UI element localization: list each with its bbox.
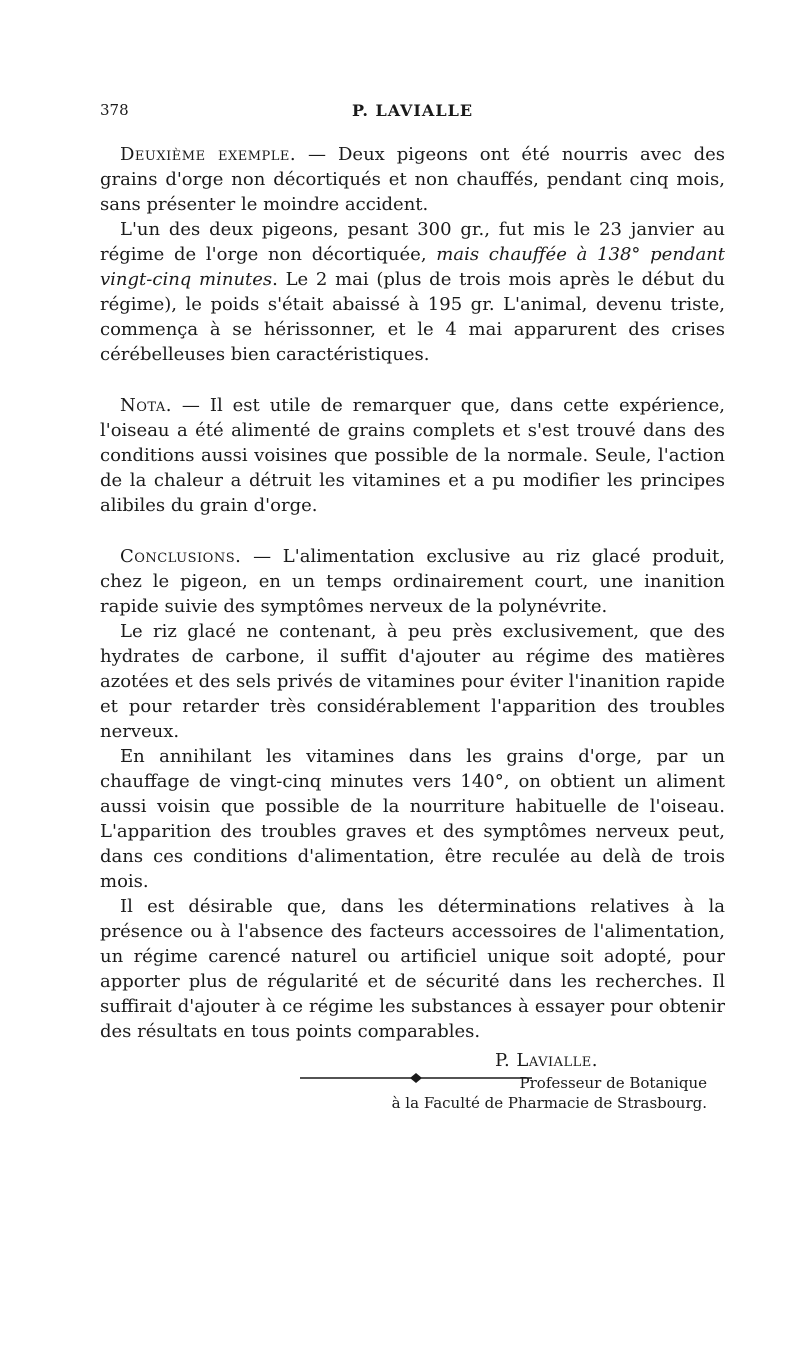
page-number: 378 xyxy=(100,101,129,119)
paragraph-text: . Le 2 mai (plus de trois mois après le début du régime), le poids s'était abaissé à 195 gr. L'animal, devenu triste, commença à se hérissonner, et le 4 mai apparurent des crises cérébelleuses bien caractéristiques. xyxy=(100,269,725,365)
paragraph-text: L'un des deux pigeons, pesant 300 gr., fut mis le 23 janvier au régime de l'orge non décortiquée, xyxy=(100,219,725,265)
italic-emphasis: mais chauffée à 138° pendant vingt-cinq minutes xyxy=(100,244,726,290)
section-heading-conclusions: Conclusions. xyxy=(120,546,242,567)
paragraph-experiment-detail xyxy=(100,217,725,367)
paragraph-conclusions xyxy=(100,544,725,619)
paragraph-desirable: Il est désirable que, dans les déterminations relatives à la présence ou à l'absence des facteurs accessoires de l'alimentation, un régime carencé naturel ou artificiel unique soit adopté, pour apporter plus de régularité et de sécurité dans les recherches. Il suffirait d'ajouter à ce régime les substances à essayer pour obtenir des résultats en tous points comparables. xyxy=(100,896,725,1042)
paragraph-annihilant: En annihilant les vitamines dans les grains d'orge, par un chauffage de vingt-cinq minutes vers 140°, on obtient un aliment aussi voisin que possible de la nourriture habituelle de l'oiseau. L'apparition des troubles graves et des symptômes nerveux peut, dans ces conditions d'alimentation, être reculée au delà de trois mois. xyxy=(100,746,725,892)
ornament-diamond xyxy=(410,1073,422,1083)
paragraph-nota xyxy=(100,393,725,518)
page-header xyxy=(100,101,725,125)
paragraph-text: — L'alimentation exclusive au riz glacé produit, chez le pigeon, en un temps ordinairement court, une inanition rapide suivie des symptômes nerveux de la polynévrite. xyxy=(100,546,725,617)
running-head: P. LAVIALLE xyxy=(351,101,474,120)
paragraph-text: — Deux pigeons ont été nourris avec des grains d'orge non décortiqués et non chauffés, pendant cinq mois, sans présenter le moindre accident. xyxy=(100,144,725,215)
paragraph-deuxieme-exemple xyxy=(100,142,725,217)
paragraph-riz-glace: Le riz glacé ne contenant, à peu près exclusivement, que des hydrates de carbone, il suffit d'ajouter au régime des matières azotées et des sels privés de vitamines pour éviter l'inanition rapide et pour retarder très considérablement l'apparition des troubles nerveux. xyxy=(100,621,725,742)
end-ornament xyxy=(300,1072,532,1084)
section-heading-nota: Nota. xyxy=(120,395,172,416)
paragraph-text: — Il est utile de remarquer que, dans cette expérience, l'oiseau a été alimenté de grains complets et s'est trouvé dans des conditions aussi voisines que possible de la normale. Seule, l'action de la chaleur a détruit les vitamines et a pu modifier les principes alibiles du grain d'orge. xyxy=(100,395,725,516)
article-body xyxy=(100,142,725,1113)
author-affiliation: à la Faculté de Pharmacie de Strasbourg. xyxy=(391,1094,707,1112)
section-heading-deuxieme-exemple: Deuxième exemple. xyxy=(120,144,297,165)
author-title: Professeur de Botanique xyxy=(519,1074,707,1092)
author-signature: P. Lavialle. xyxy=(495,1050,598,1071)
